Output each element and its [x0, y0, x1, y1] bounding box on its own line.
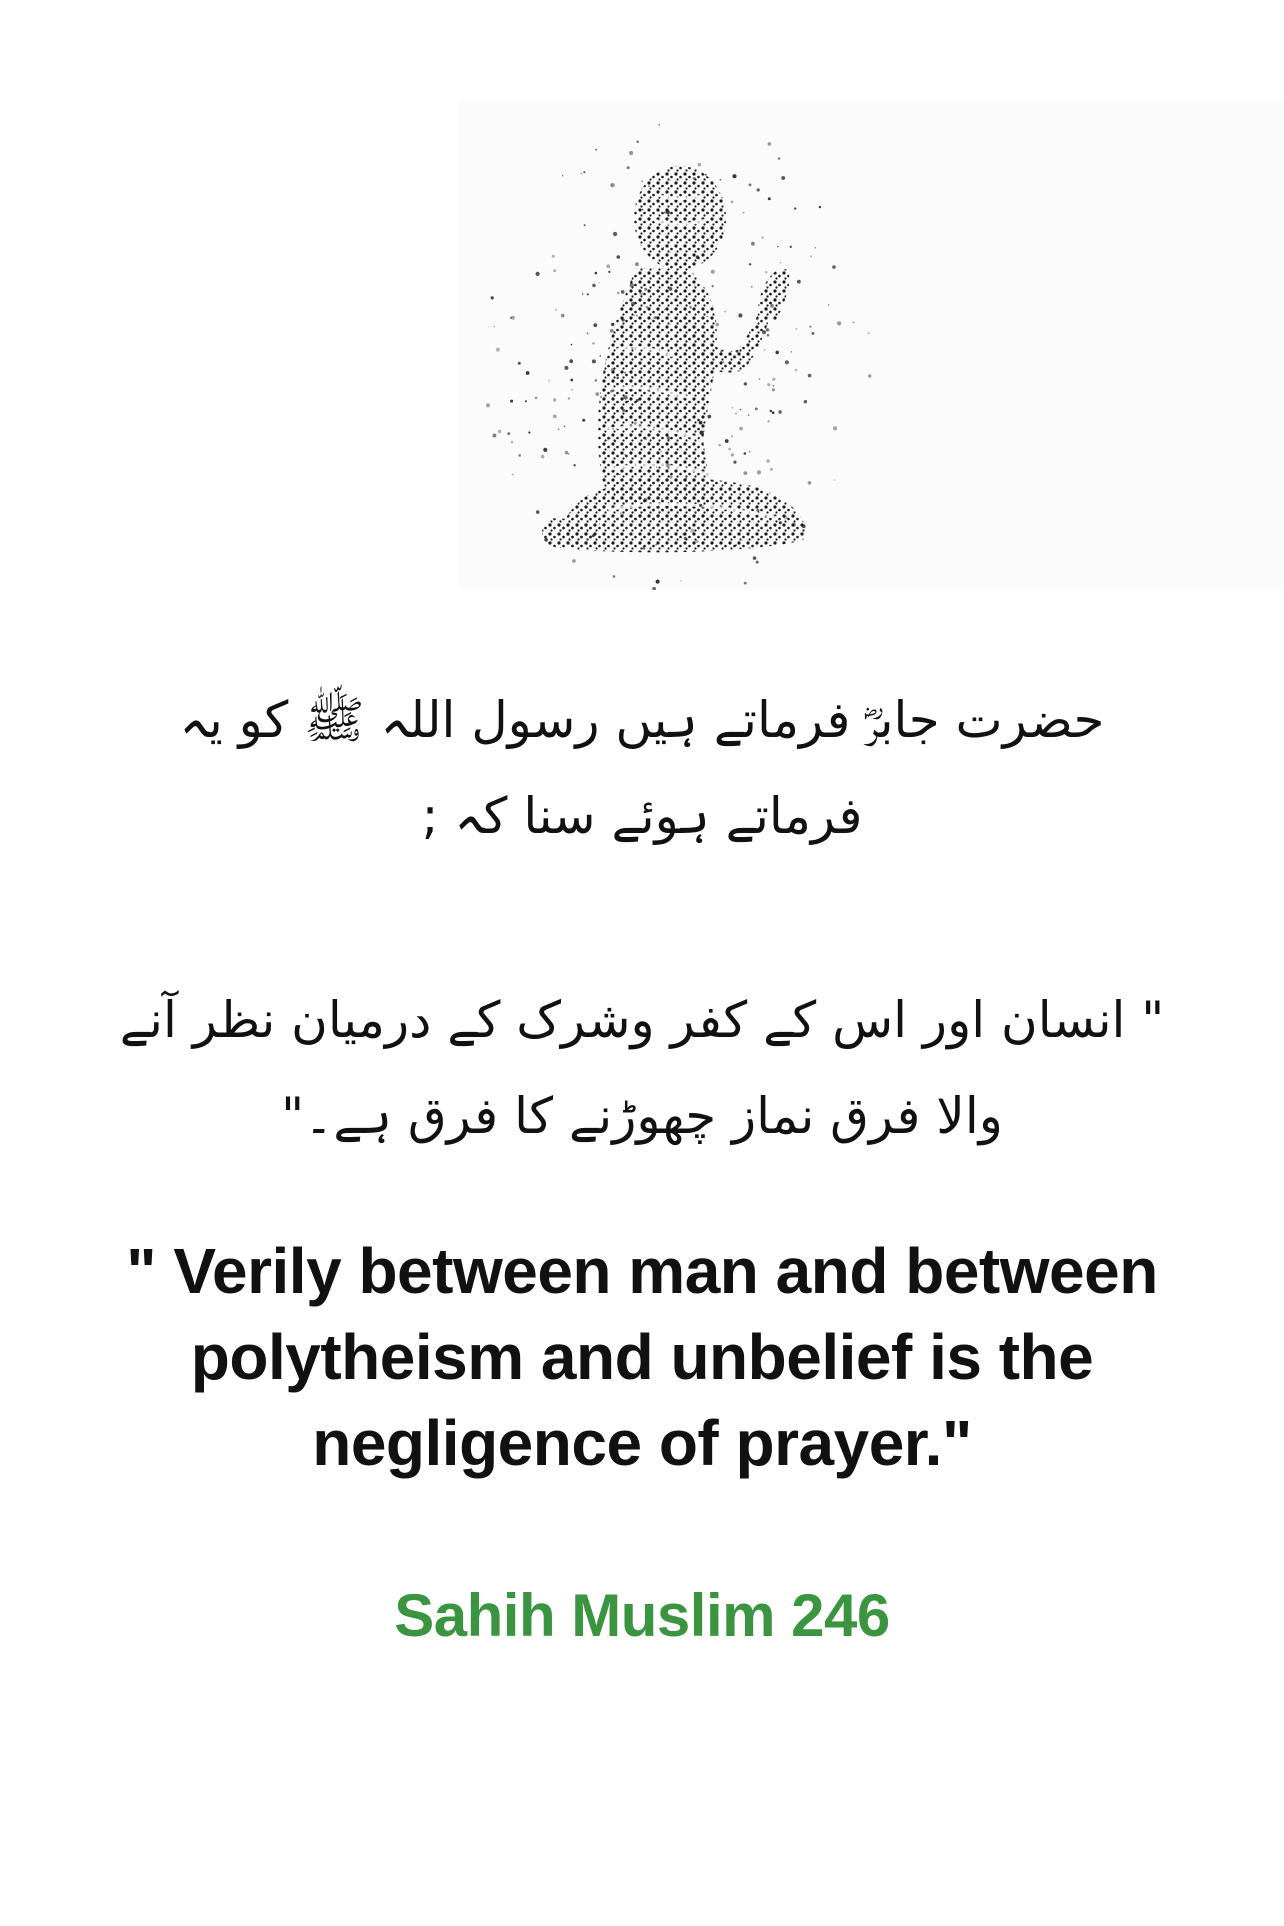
dust-particle	[511, 441, 514, 444]
dust-particle	[492, 434, 496, 438]
dust-particle	[852, 322, 854, 324]
dust-particle	[670, 278, 672, 280]
dust-particle	[777, 246, 779, 248]
dust-particle	[518, 454, 521, 457]
dust-particle	[725, 439, 729, 443]
urdu-introduction: حضرت جابرؓ فرماتے ہیں رسول اللہ ﷺ کو یہ فرماتے ہوئے سنا کہ ;	[179, 691, 1105, 845]
dust-particle	[614, 440, 616, 442]
dust-particle	[610, 390, 613, 393]
dust-particle	[684, 537, 687, 540]
dust-particle	[635, 262, 639, 266]
dust-particle	[526, 371, 530, 375]
dust-particle	[819, 206, 821, 208]
dust-particle	[797, 280, 801, 284]
dust-particle	[592, 359, 596, 363]
dust-particle	[606, 264, 610, 268]
dust-particle	[828, 304, 830, 306]
dust-particle	[620, 512, 621, 513]
dust-particle	[690, 529, 694, 533]
dust-particle	[775, 351, 779, 355]
dust-particle	[809, 326, 811, 328]
dust-particle	[753, 518, 755, 520]
dust-particle	[486, 403, 490, 407]
dust-particle	[536, 510, 540, 514]
dust-particle	[660, 451, 662, 453]
dust-particle	[743, 471, 747, 475]
dust-particle	[837, 321, 841, 325]
dust-particle	[599, 355, 601, 357]
dust-particle	[802, 524, 806, 528]
dust-particle	[780, 262, 781, 263]
dust-particle	[611, 323, 614, 326]
dust-particle	[731, 453, 734, 456]
dust-particle	[785, 360, 789, 364]
dust-particle	[634, 422, 637, 425]
dust-particle	[762, 330, 766, 334]
dust-particle	[571, 344, 573, 346]
dust-particle	[779, 521, 782, 524]
dust-particle	[767, 383, 770, 386]
dust-particle	[661, 498, 663, 500]
dust-particle	[712, 235, 713, 236]
dust-particle	[582, 293, 583, 294]
dust-particle	[719, 444, 721, 446]
dust-particle	[592, 284, 596, 288]
dust-particle	[624, 454, 626, 456]
dust-particle	[510, 317, 512, 319]
dust-particle	[584, 224, 586, 226]
dust-particle	[735, 544, 737, 546]
dust-particle	[680, 580, 682, 582]
dust-particle	[699, 504, 702, 507]
dust-particle	[656, 466, 657, 467]
dust-particle	[833, 426, 837, 430]
dust-particle	[832, 265, 836, 269]
english-translation: " Verily between man and between polytheism and unbelief is the negligence of prayer."	[126, 1235, 1158, 1479]
dust-particle	[544, 538, 548, 542]
dust-particle	[696, 255, 699, 258]
dust-particle	[682, 533, 685, 536]
dust-particle	[756, 561, 759, 564]
dust-particle	[749, 183, 752, 186]
dust-particle	[525, 400, 527, 402]
dust-particle	[743, 212, 744, 213]
dust-particle	[649, 421, 651, 423]
dust-particle	[568, 397, 570, 399]
dust-particle	[664, 212, 666, 214]
dust-particle	[624, 372, 626, 374]
dust-particle	[708, 415, 712, 419]
dust-particle	[772, 388, 775, 391]
dust-particle	[641, 181, 642, 182]
dust-particle	[622, 409, 625, 412]
dust-particle	[804, 400, 807, 403]
dust-particle	[621, 290, 625, 294]
dust-particle	[630, 283, 634, 287]
dust-particle	[699, 431, 703, 435]
dust-particle	[654, 427, 655, 428]
dust-particle	[496, 348, 500, 352]
dust-particle	[642, 547, 645, 550]
dust-particle	[512, 474, 514, 476]
dust-particle	[564, 426, 565, 427]
dust-particle	[715, 526, 717, 528]
dust-particle	[720, 350, 722, 352]
dust-particle	[740, 409, 742, 411]
dust-particle	[651, 319, 652, 320]
dust-particle	[808, 374, 812, 378]
dust-particle	[731, 200, 734, 203]
dust-particle	[636, 399, 639, 402]
dust-particle	[739, 427, 743, 431]
dust-particle	[613, 575, 616, 578]
dust-particle	[724, 311, 726, 313]
urdu-hadith-text: " انسان اور اس کے کفر وشرک کے درمیان نظر آنے والا فرق نماز چھوڑنے کا فرق ہے۔"	[119, 991, 1165, 1145]
dust-particle	[627, 166, 630, 169]
dust-particle	[772, 378, 775, 381]
dust-particle	[543, 448, 547, 452]
dust-particle	[773, 385, 775, 387]
figure-foot	[542, 518, 598, 548]
dust-particle	[568, 453, 570, 455]
dust-particle	[812, 332, 815, 335]
dust-particle	[666, 210, 670, 214]
dust-particle	[612, 428, 614, 430]
dust-particle	[713, 481, 714, 482]
dust-particle	[794, 207, 796, 209]
dust-particle	[778, 157, 780, 159]
dust-particle	[607, 439, 608, 440]
dust-particle	[733, 355, 737, 359]
dust-particle	[664, 309, 666, 311]
dust-particle	[868, 332, 870, 334]
dust-particle	[582, 419, 585, 422]
dust-particle	[552, 255, 555, 258]
dust-particle	[592, 342, 594, 344]
dust-particle	[792, 523, 796, 527]
dust-particle	[617, 292, 620, 295]
dust-particle	[599, 523, 600, 524]
dust-particle	[666, 463, 670, 467]
dust-particle	[643, 498, 647, 502]
dust-particle	[669, 475, 673, 479]
dust-particle	[629, 309, 630, 310]
dust-particle	[627, 401, 629, 403]
dust-particle	[652, 587, 656, 590]
dust-particle	[663, 247, 664, 248]
dust-particle	[667, 436, 671, 440]
dust-particle	[498, 430, 501, 433]
dust-particle	[711, 270, 715, 274]
dust-particle	[723, 361, 725, 363]
dust-particle	[491, 296, 494, 299]
dust-particle	[654, 316, 657, 319]
dust-particle	[753, 556, 757, 560]
dust-particle	[610, 329, 614, 333]
dust-particle	[613, 232, 617, 236]
dust-particle	[770, 468, 773, 471]
dust-particle	[608, 437, 611, 440]
dust-particle	[616, 377, 619, 380]
dust-particle	[592, 534, 595, 537]
dust-particle	[548, 380, 550, 382]
dust-particle	[768, 197, 771, 200]
dust-particle	[553, 414, 557, 418]
dust-particle	[553, 398, 556, 401]
dust-particle	[634, 315, 635, 316]
dust-particle	[744, 382, 747, 385]
dust-particle	[573, 464, 575, 466]
dust-particle	[767, 334, 770, 337]
dust-particle	[757, 188, 760, 191]
dust-particle	[507, 432, 510, 435]
dust-particle	[751, 286, 753, 288]
dust-particle	[555, 309, 557, 311]
dust-particle	[510, 400, 513, 403]
dust-particle	[580, 173, 582, 175]
dust-particle	[749, 451, 751, 453]
dust-particle	[644, 288, 647, 291]
dust-particle	[765, 271, 767, 273]
dust-particle	[685, 478, 687, 480]
dust-particle	[679, 526, 680, 527]
dust-particle	[564, 366, 568, 370]
dust-particle	[553, 269, 556, 272]
dust-particle	[518, 362, 521, 365]
dust-particle	[764, 349, 766, 351]
dust-particle	[744, 452, 747, 455]
dust-particle	[720, 179, 722, 181]
dust-particle	[631, 376, 633, 378]
dust-particle	[608, 271, 610, 273]
dust-particle	[600, 396, 602, 398]
dust-particle	[656, 580, 660, 584]
dust-particle	[595, 379, 597, 381]
dust-particle	[642, 209, 644, 211]
dust-particle	[570, 379, 573, 382]
dust-particle	[631, 347, 633, 349]
dust-particle	[766, 459, 770, 463]
dust-particle	[699, 421, 703, 425]
dust-particle	[808, 481, 812, 485]
dust-particle	[637, 141, 639, 143]
dust-particle	[587, 293, 589, 295]
dust-particle	[784, 516, 788, 520]
dust-particle	[610, 183, 614, 187]
dust-particle	[598, 282, 599, 283]
dust-particle	[815, 247, 816, 248]
dust-particle	[593, 323, 597, 327]
dust-particle	[712, 285, 714, 287]
dust-particle	[698, 163, 701, 166]
dust-particle	[655, 544, 657, 546]
dust-particle	[562, 175, 563, 176]
dust-particle	[659, 124, 660, 125]
dust-particle	[781, 176, 785, 180]
dust-particle	[558, 429, 559, 430]
dust-particle	[636, 315, 638, 317]
dust-particle	[571, 389, 572, 390]
dust-particle	[749, 263, 751, 265]
dust-particle	[732, 174, 736, 178]
dust-particle	[693, 177, 696, 180]
figure-head	[634, 166, 726, 270]
dust-particle	[629, 151, 633, 155]
dust-particle	[759, 378, 761, 380]
dust-particle	[648, 185, 650, 187]
dust-particle	[770, 410, 772, 412]
praying-figure-illustration	[458, 100, 1284, 590]
dust-particle	[595, 392, 599, 396]
dust-particle	[768, 142, 772, 146]
dust-particle	[768, 420, 770, 422]
hadith-source: Sahih Muslim 246	[394, 1582, 890, 1649]
dust-particle	[791, 351, 792, 352]
dust-particle	[694, 285, 696, 287]
dust-particle	[693, 497, 695, 499]
dust-particle	[623, 395, 627, 399]
dust-particle	[810, 255, 812, 257]
dust-particle	[796, 328, 797, 329]
dust-particle	[595, 272, 598, 275]
dust-particle	[569, 359, 573, 363]
dust-particle	[541, 455, 545, 459]
dust-particle	[535, 397, 538, 400]
dust-particle	[707, 316, 708, 317]
dust-particle	[595, 149, 597, 151]
dust-particle	[617, 255, 621, 259]
dust-particle	[702, 428, 703, 429]
dust-particle	[736, 350, 739, 353]
dust-particle	[705, 174, 707, 176]
dust-particle	[728, 448, 731, 451]
dust-particle	[733, 461, 736, 464]
dust-particle	[494, 326, 495, 327]
dust-particle	[834, 479, 835, 480]
dust-particle	[619, 474, 620, 475]
dust-particle	[644, 437, 647, 440]
dust-particle	[621, 318, 624, 321]
dust-particle	[572, 559, 576, 563]
dust-particle	[646, 306, 649, 309]
dust-particle	[689, 306, 692, 309]
dust-particle	[744, 582, 747, 585]
dust-particle	[732, 407, 734, 409]
dust-particle	[790, 246, 792, 248]
dust-particle	[778, 410, 781, 413]
dust-particle	[631, 302, 635, 306]
dust-particle	[795, 369, 798, 372]
praying-figure-icon	[458, 100, 1284, 590]
dust-particle	[735, 413, 737, 415]
dust-particle	[528, 431, 530, 433]
dust-particle	[755, 408, 758, 411]
dust-particle	[751, 242, 755, 246]
dust-particle	[868, 374, 871, 377]
dust-particle	[695, 540, 698, 543]
dust-particle	[669, 287, 673, 291]
dust-particle	[611, 368, 615, 372]
dust-particle	[561, 314, 565, 318]
dust-particle	[762, 237, 764, 239]
dust-particle	[738, 313, 742, 317]
dust-particle	[766, 328, 769, 331]
dust-particle	[731, 435, 733, 437]
dust-particle	[583, 171, 585, 173]
dust-particle	[757, 470, 761, 474]
dust-particle	[639, 292, 642, 295]
dust-particle	[675, 524, 676, 525]
dust-particle	[748, 414, 750, 416]
dust-particle	[748, 354, 750, 356]
dust-particle	[756, 509, 759, 512]
dust-particle	[716, 323, 719, 326]
dust-particle	[536, 272, 540, 276]
dust-particle	[770, 304, 774, 308]
dust-particle	[587, 333, 589, 335]
dust-particle	[772, 411, 775, 414]
